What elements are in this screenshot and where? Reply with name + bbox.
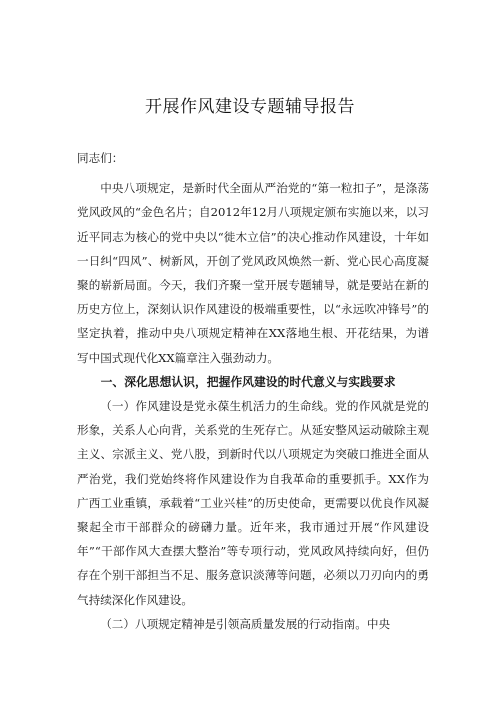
paragraph-intro: 中央八项规定，是新时代全面从严治党的“第一粒扣子”，是涤荡党风政风的“金色名片；自2012年12月八项规定颁布实施以来，以习近平同志为核心的党中央以“徙木立信”的决心推动作风建设，十年如一日纠“四风”、树新风，开创了党风政风焕然一新、党心民心高度凝聚的崭新局面。今天，我们齐聚一堂开展专题辅导，就是要站在新的历史方位上，深刻认识作风建设的极端重要性，以“永远吹冲锋号”的坚定执着，推动中央八项规定精神在XX落地生根、开花结果，为谱写中国式现代化XX篇章注入强劲动力。 (77, 181, 429, 365)
section-heading-1: 一、深化思想认识，把握作风建设的时代意义与实践要求 (100, 374, 396, 389)
paragraph-section-1-1: （一）作风建设是党永葆生机活力的生命线。党的作风就是党的形象，关系人心向背，关系党的生死存亡。从延安整风运动破除主观主义、宗派主义、党八股，到新时代以八项规定为突破口推进全面从严治党，我们党始终将作风建设作为自我革命的重要抓手。XX作为广西工业重镇，承载着“工业兴桂”的历史使命，更需要以优良作风凝聚起全市干部群众的磅礴力量。近年来，我市通过开展“作风建设年”“干部作风大查摆大整治”等专项行动，党风政风持续向好，但仍存在个别干部担当不足、服务意识淡薄等问题，必须以刀刃向内的勇气持续深化作风建设。 (77, 399, 429, 607)
paragraph-section-1-2: （二）八项规定精神是引领高质量发展的行动指南。中央 (100, 616, 391, 631)
document-body (77, 146, 429, 636)
document-title: 开展作风建设专题辅导报告 (145, 97, 355, 117)
salutation: 同志们： (77, 151, 124, 165)
